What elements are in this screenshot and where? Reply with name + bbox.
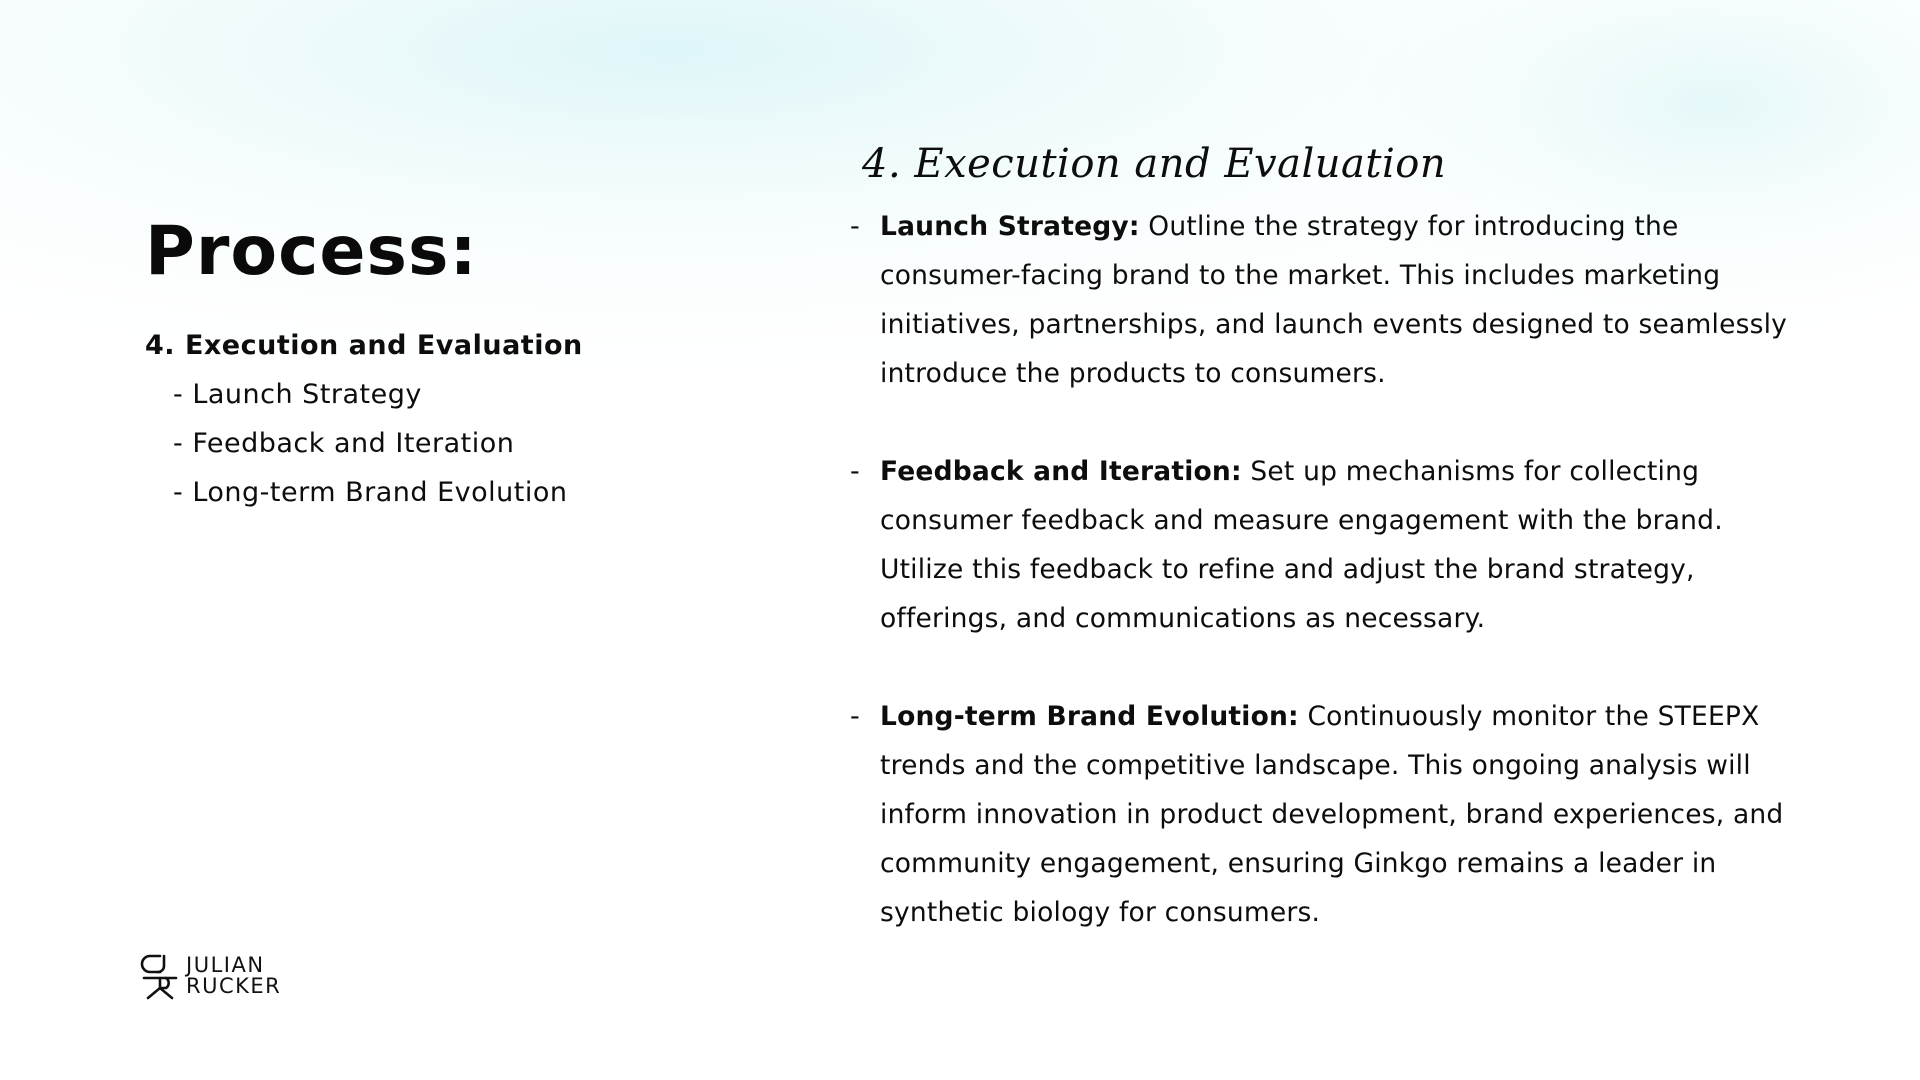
bullet-term: Launch Strategy: [880, 211, 1140, 242]
bullet-feedback-iteration [850, 447, 1850, 643]
logo-line-1: JULIAN [186, 953, 265, 977]
logo-wordmark [186, 955, 281, 997]
outline-item-launch-strategy: - Launch Strategy [173, 379, 422, 410]
page-title: Process: [145, 212, 478, 291]
bullet-list [850, 202, 1850, 986]
outline-heading: 4. Execution and Evaluation [145, 330, 583, 361]
bullet-dash: - [850, 456, 860, 487]
bullet-brand-evolution [850, 692, 1850, 937]
bullet-launch-strategy [850, 202, 1850, 398]
bullet-description: Continuously monitor the STEEPX trends and the competitive landscape. This ongoing analysis will inform innovation in product development, brand experiences, and community engagement, ensuring Ginkgo remains a leader in synthetic biology for consumers. [880, 701, 1784, 928]
bullet-dash: - [850, 701, 860, 732]
julian-rucker-monogram-icon [140, 952, 180, 1000]
bullet-body [880, 202, 1790, 398]
logo [140, 952, 281, 1000]
section-heading: 4. Execution and Evaluation [862, 141, 1447, 187]
outline [145, 325, 785, 521]
bullet-description: Outline the strategy for introducing the consumer-facing brand to the market. This includes marketing initiatives, partnerships, and launch events designed to seamlessly introduce the products to consumers. [880, 211, 1788, 389]
bullet-body [880, 692, 1790, 937]
bullet-dash: - [850, 211, 860, 242]
bullet-term: Long-term Brand Evolution: [880, 701, 1299, 732]
outline-item-feedback-iteration: - Feedback and Iteration [173, 428, 515, 459]
bullet-body [880, 447, 1790, 643]
logo-line-2: RUCKER [186, 974, 282, 998]
bullet-term: Feedback and Iteration: [880, 456, 1242, 487]
outline-item-brand-evolution: - Long-term Brand Evolution [173, 477, 568, 508]
bullet-description: Set up mechanisms for collecting consumer feedback and measure engagement with the brand. Utilize this feedback to refine and adjust the brand strategy, offerings, and communications as necessary. [880, 456, 1723, 634]
